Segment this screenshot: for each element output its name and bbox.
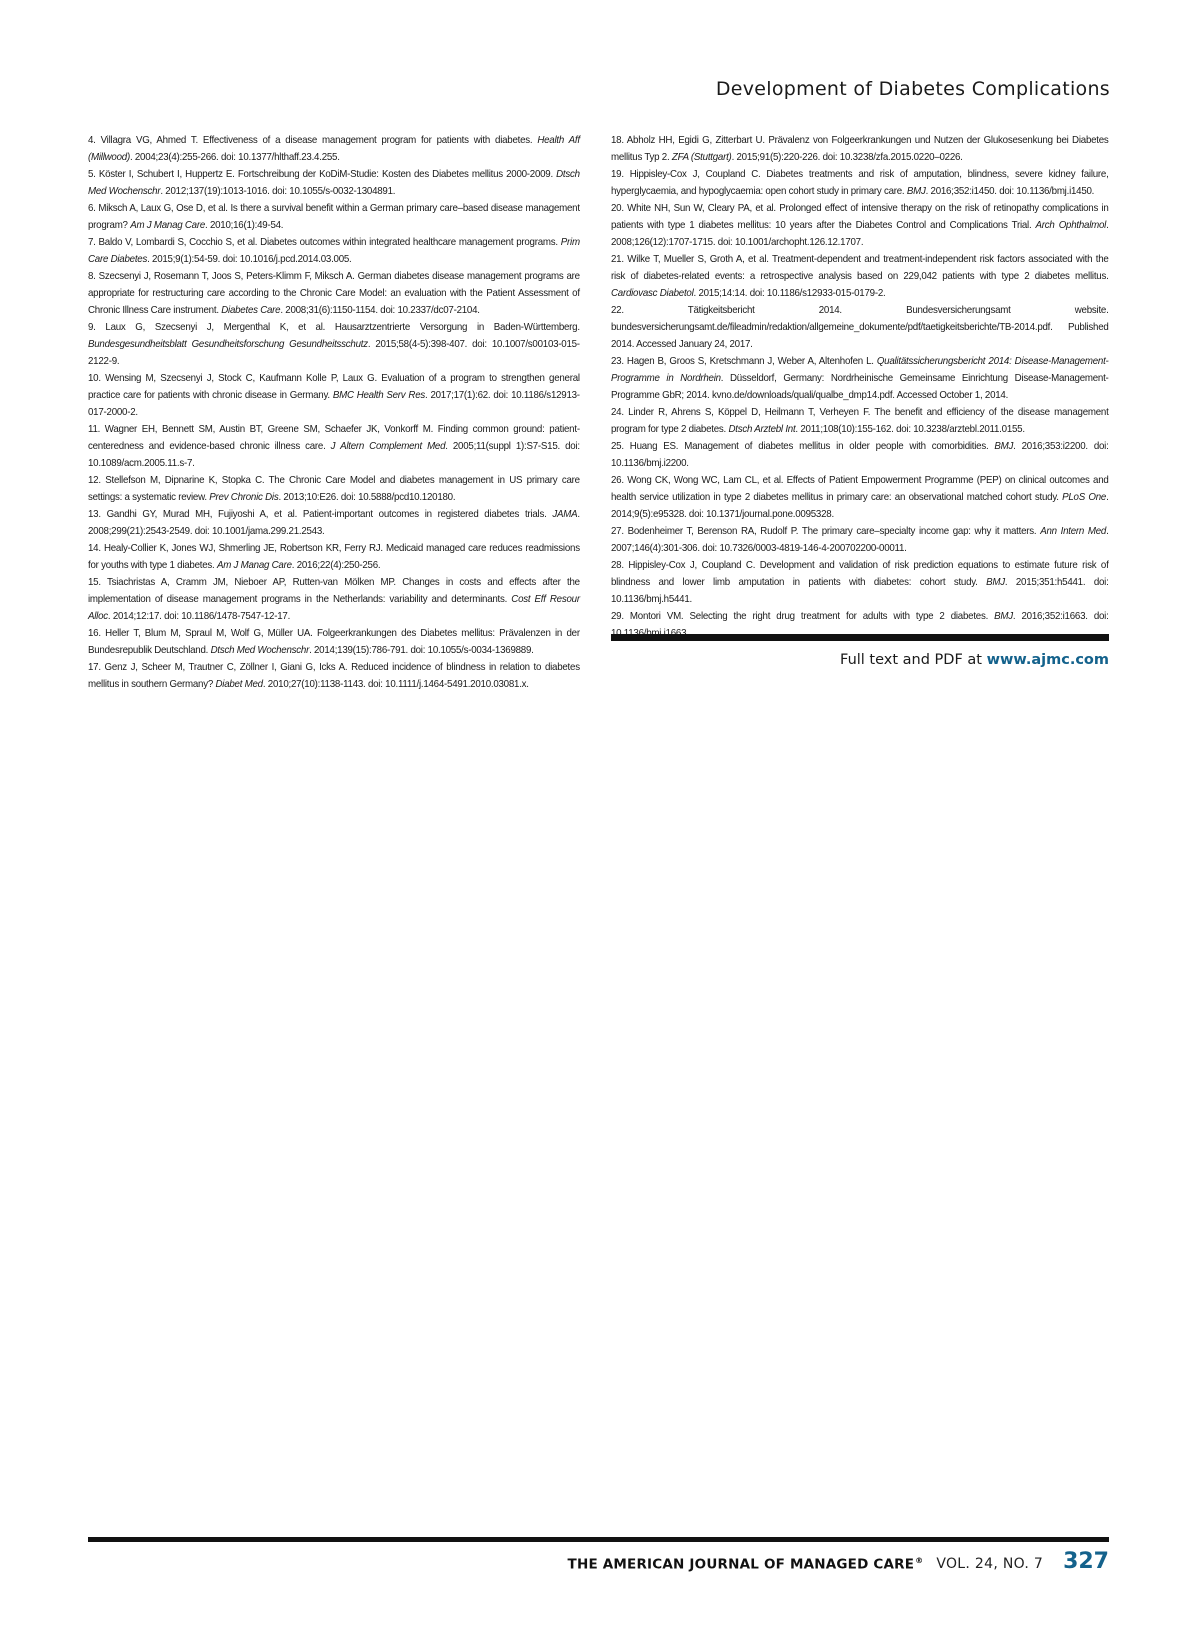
reference-text: 15. Tsiachristas A, Cramm JM, Nieboer AP, Rutten-van Mölken MP. Changes in costs and effects after the implementation of disease management programs in the Netherlands: variability and determinants. bbox=[88, 577, 580, 605]
reference-text: 13. Gandhi GY, Murad MH, Fujiyoshi A, et al. Patient-important outcomes in registered diabetes trials. bbox=[88, 509, 553, 520]
fulltext-notice bbox=[840, 652, 1109, 668]
reference-text: 6. Miksch A, Laux G, Ose D, et al. Is there a survival benefit within a German primary care–based disease management program? bbox=[88, 203, 580, 231]
reference-citation: . 2007;146(4):301-306. doi: 10.7326/0003-4819-146-4-200702200-00011. bbox=[611, 526, 1109, 554]
reference-text: 22. Tätigkeitsbericht 2014. Bundesversicherungsamt website. bundesversicherungsamt.de/fileadmin/redaktion/allgemeine_dokumente/pdf/taetigkeitsberichte/TB-2014.pdf. Published 2014. Accessed January 24, 2017. bbox=[611, 305, 1109, 350]
reference-item bbox=[88, 574, 580, 625]
reference-text: 9. Laux G, Szecsenyi J, Mergenthal K, et al. Hausarztzentrierte Versorgung in Baden-Württemberg. bbox=[88, 322, 580, 333]
reference-text: 8. Szecsenyi J, Rosemann T, Joos S, Peters-Klimm F, Miksch A. German diabetes disease management programs are appropriate for restructuring care according to the Chronic Care Model: an evaluation with the Patient Assessment of Chronic Illness Care instrument. bbox=[88, 271, 580, 316]
reference-item bbox=[611, 132, 1109, 166]
reference-text: 25. Huang ES. Management of diabetes mellitus in older people with comorbidities. bbox=[611, 441, 995, 452]
reference-citation: . 2014;9(5):e95328. doi: 10.1371/journal.pone.0095328. bbox=[611, 492, 1109, 520]
journal-website-link[interactable]: www.ajmc.com bbox=[986, 652, 1109, 668]
page-number: 327 bbox=[1063, 1549, 1109, 1574]
page-footer bbox=[568, 1549, 1109, 1574]
reference-journal: Prim Care Diabetes bbox=[88, 237, 580, 265]
reference-text: 5. Köster I, Schubert I, Huppertz E. Fortschreibung der KoDiM-Studie: Kosten des Diabetes mellitus 2000-2009. bbox=[88, 169, 557, 180]
reference-citation: . 2014;12:17. doi: 10.1186/1478-7547-12-17. bbox=[107, 611, 291, 622]
reference-journal: Arch Ophthalmol bbox=[1035, 220, 1107, 231]
reference-journal: BMC Health Serv Res bbox=[332, 390, 425, 401]
reference-citation: . 2016;352:i1663. doi: bbox=[1012, 611, 1109, 622]
reference-item bbox=[88, 234, 580, 268]
reference-item bbox=[88, 472, 580, 506]
reference-citation: . 2015;58(4-5):398-407. doi: 10.1007/s00103-015-2122-9. bbox=[88, 339, 580, 367]
reference-text: 20. White NH, Sun W, Cleary PA, et al. Prolonged effect of intensive therapy on the risk of retinopathy complications in patients with type 1 diabetes mellitus: 10 years after the Diabetes Control and Complications Trial. bbox=[611, 203, 1109, 231]
reference-journal: Am J Manag Care bbox=[216, 560, 292, 571]
references-right-column bbox=[611, 132, 1109, 642]
reference-item bbox=[88, 370, 580, 421]
reference-journal: JAMA bbox=[552, 509, 578, 520]
reference-item bbox=[88, 421, 580, 472]
volume-issue: VOL. 24, NO. 7 bbox=[936, 1556, 1044, 1572]
reference-item bbox=[611, 404, 1109, 438]
reference-item bbox=[88, 540, 580, 574]
reference-citation: . 2017;17(1):62. doi: 10.1186/s12913-017-2000-2. bbox=[88, 390, 580, 418]
footer-divider bbox=[88, 1537, 1109, 1542]
reference-item bbox=[88, 200, 580, 234]
reference-citation: . 2015;9(1):54-59. doi: 10.1016/j.pcd.2014.03.005. bbox=[147, 254, 352, 265]
reference-journal: BMJ bbox=[994, 611, 1013, 622]
reference-text: 23. Hagen B, Groos S, Kretschmann J, Weber A, Altenhofen L. bbox=[611, 356, 877, 367]
journal-name bbox=[568, 1556, 924, 1573]
reference-text: 29. Montori VM. Selecting the right drug treatment for adults with type 2 diabetes. bbox=[611, 611, 995, 622]
reference-journal: Dtsch Med Wochenschr bbox=[88, 169, 580, 197]
reference-journal: ZFA (Stuttgart) bbox=[671, 152, 732, 163]
reference-journal: BMJ bbox=[994, 441, 1014, 452]
reference-item bbox=[611, 353, 1109, 404]
reference-citation: . 2008;126(12):1707-1715. doi: 10.1001/archopht.126.12.1707. bbox=[611, 220, 1109, 248]
section-divider bbox=[611, 634, 1109, 641]
reference-citation: . 2013;10:E26. doi: 10.5888/pcd10.120180. bbox=[278, 492, 456, 503]
reference-journal: Bundesgesundheitsblatt Gesundheitsforschung Gesundheitsschutz bbox=[88, 339, 368, 350]
reference-journal: Cost Eff Resour Alloc bbox=[88, 594, 580, 622]
reference-citation: . 2015;14:14. doi: 10.1186/s12933-015-0179-2. bbox=[693, 288, 886, 299]
reference-item bbox=[611, 438, 1109, 472]
reference-journal: Ann Intern Med bbox=[1040, 526, 1107, 537]
reference-journal: Health Aff (Millwood) bbox=[88, 135, 580, 163]
reference-journal: J Altern Complement Med bbox=[330, 441, 446, 452]
reference-citation: . Düsseldorf, Germany: Nordrheinische Gemeinsame Einrichtung Disease-Management-Programme GbR; 2014. kvno.de/downloads/quali/qualbe_dmp14.pdf. Accessed October 1, 2014. bbox=[611, 373, 1109, 401]
reference-citation: . 2016;352:i1450. doi: 10.1136/bmj.i1450. bbox=[925, 186, 1095, 197]
reference-item bbox=[611, 472, 1109, 523]
fulltext-label: Full text and PDF at bbox=[840, 652, 987, 668]
reference-text: 10. Wensing M, Szecsenyi J, Stock C, Kaufmann Kolle P, Laux G. Evaluation of a program to strengthen general practice care for patients with chronic disease in Germany. bbox=[88, 373, 580, 401]
running-title: Development of Diabetes Complications bbox=[715, 78, 1110, 100]
reference-journal: Dtsch Arztebl Int bbox=[728, 424, 796, 435]
reference-journal: BMJ bbox=[906, 186, 926, 197]
reference-citation: . 2008;31(6):1150-1154. doi: 10.2337/dc07-2104. bbox=[280, 305, 480, 316]
reference-text: 7. Baldo V, Lombardi S, Cocchio S, et al. Diabetes outcomes within integrated healthcare management programs. bbox=[88, 237, 561, 248]
reference-text: 14. Healy-Collier K, Jones WJ, Shmerling JE, Robertson KR, Ferry RJ. Medicaid managed care reduces readmissions for youths with type 1 diabetes. bbox=[88, 543, 580, 571]
reference-journal: Diabetes Care bbox=[221, 305, 281, 316]
reference-citation: . 2015;91(5):220-226. doi: 10.3238/zfa.2015.0220–0226. bbox=[731, 152, 963, 163]
reference-item bbox=[611, 523, 1109, 557]
reference-text: 18. Abholz HH, Egidi G, Zitterbart U. Prävalenz von Folgeerkrankungen und Nutzen der Glukosesenkung bei Diabetes mellitus Typ 2. bbox=[611, 135, 1109, 163]
reference-citation: . 2016;353:i2200. doi: 10.1136/bmj.i2200. bbox=[611, 441, 1109, 469]
reference-text: 16. Heller T, Blum M, Spraul M, Wolf G, Müller UA. Folgeerkrankungen des Diabetes mellitus: Prävalenzen in der Bundesrepublik Deutschland. bbox=[88, 628, 580, 656]
reference-text: 28. Hippisley-Cox J, Coupland C. Development and validation of risk prediction equations to estimate future risk of blindness and lower limb amputation in patients with diabetes: cohort study. bbox=[611, 560, 1109, 588]
reference-item bbox=[611, 166, 1109, 200]
reference-item bbox=[611, 557, 1109, 608]
reference-citation: . 2015;351:h5441. doi: 10.1136/bmj.h5441. bbox=[611, 577, 1109, 605]
reference-citation: . 2010;27(10):1138-1143. doi: 10.1111/j.1464-5491.2010.03081.x. bbox=[262, 679, 529, 690]
reference-citation: . 2008;299(21):2543-2549. doi: 10.1001/jama.299.21.2543. bbox=[88, 509, 580, 537]
reference-text: 17. Genz J, Scheer M, Trautner C, Zöllner I, Giani G, Icks A. Reduced incidence of blindness in relation to diabetes mellitus in southern Germany? bbox=[88, 662, 580, 690]
reference-text: 4. Villagra VG, Ahmed T. Effectiveness of a disease management program for patients with diabetes. bbox=[88, 135, 538, 146]
reference-journal: PLoS One bbox=[1062, 492, 1107, 503]
reference-citation: . 2010;16(1):49-54. bbox=[205, 220, 284, 231]
reference-journal: Cardiovasc Diabetol bbox=[611, 288, 694, 299]
reference-text: 24. Linder R, Ahrens S, Köppel D, Heilmann T, Verheyen F. The benefit and efficiency of the disease management program for type 2 diabetes. bbox=[611, 407, 1109, 435]
journal-name-text: THE AMERICAN JOURNAL OF MANAGED CARE bbox=[567, 1556, 915, 1572]
reference-item bbox=[611, 302, 1109, 353]
reference-citation: . 2011;108(10):155-162. doi: 10.3238/arztebl.2011.0155. bbox=[795, 424, 1025, 435]
reference-journal: BMJ bbox=[986, 577, 1005, 588]
reference-citation: . 2004;23(4):255-266. doi: 10.1377/hlthaff.23.4.255. bbox=[129, 152, 340, 163]
reference-item bbox=[611, 251, 1109, 302]
reference-text: 26. Wong CK, Wong WC, Lam CL, et al. Effects of Patient Empowerment Programme (PEP) on clinical outcomes and health service utilization in type 2 diabetes mellitus in primary care: an observational matched cohort study. bbox=[611, 475, 1109, 503]
references-left-column bbox=[88, 132, 580, 693]
reference-journal: Prev Chronic Dis bbox=[209, 492, 279, 503]
reference-journal: Diabet Med bbox=[215, 679, 263, 690]
reference-text: 21. Wilke T, Mueller S, Groth A, et al. Treatment-dependent and treatment-independent risk factors associated with the risk of diabetes-related events: a retrospective analysis based on 229,042 patients with type 2 diabetes mellitus. bbox=[611, 254, 1109, 282]
reference-item bbox=[88, 625, 580, 659]
reference-item bbox=[88, 132, 580, 166]
reference-item bbox=[88, 166, 580, 200]
reference-citation: . 2012;137(19):1013-1016. doi: 10.1055/s-0032-1304891. bbox=[160, 186, 396, 197]
reference-journal: Am J Manag Care bbox=[130, 220, 206, 231]
reference-citation: . 2016;22(4):250-256. bbox=[291, 560, 381, 571]
reference-item bbox=[88, 659, 580, 693]
reference-item bbox=[88, 319, 580, 370]
reference-text: 19. Hippisley-Cox J, Coupland C. Diabetes treatments and risk of amputation, blindness, severe kidney failure, hyperglycaemia, and hypoglycaemia: open cohort study in primary care. bbox=[611, 169, 1109, 197]
reference-item bbox=[88, 268, 580, 319]
reference-item bbox=[611, 200, 1109, 251]
reference-journal: Qualitätssicherungsbericht 2014: Disease-Management-Programme in Nordrhein bbox=[611, 356, 1109, 384]
reference-citation: . 2005;11(suppl 1):S7-S15. doi: 10.1089/acm.2005.11.s-7. bbox=[88, 441, 580, 469]
reference-text: 11. Wagner EH, Bennett SM, Austin BT, Greene SM, Schaefer JK, Vonkorff M. Finding common ground: patient-centeredness and evidence-based chronic illness care. bbox=[88, 424, 580, 452]
reference-text: 27. Bodenheimer T, Berenson RA, Rudolf P. The primary care–specialty income gap: why it matters. bbox=[611, 526, 1041, 537]
reference-citation: . 2014;139(15):786-791. doi: 10.1055/s-0034-1369889. bbox=[309, 645, 534, 656]
reference-journal: Dtsch Med Wochenschr bbox=[210, 645, 310, 656]
reference-item bbox=[88, 506, 580, 540]
reference-text: 12. Stellefson M, Dipnarine K, Stopka C. The Chronic Care Model and diabetes management in US primary care settings: a systematic review. bbox=[88, 475, 580, 503]
registered-mark: ® bbox=[915, 1555, 924, 1565]
